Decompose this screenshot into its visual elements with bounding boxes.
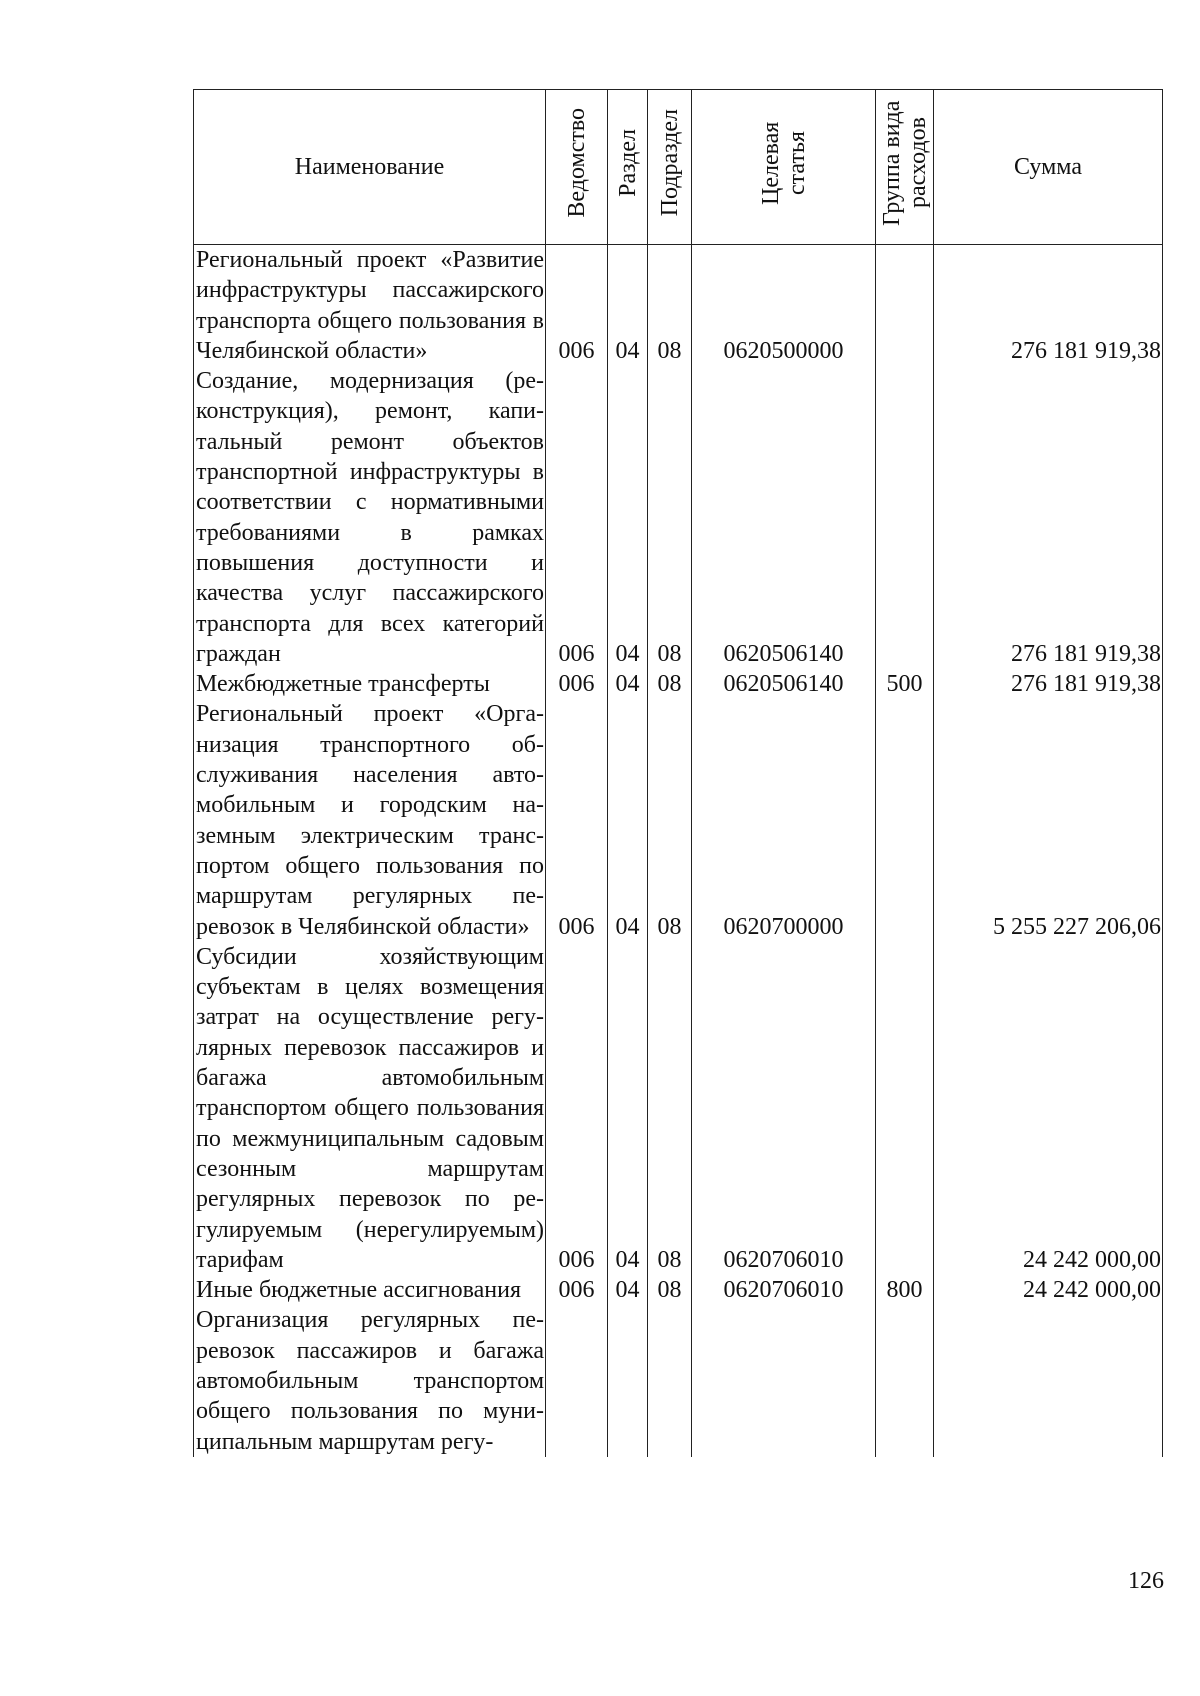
row-target [692,1305,876,1456]
header-name: Наименование [194,90,546,245]
table-row [194,669,1163,699]
row-sum: 24 242 000,00 [934,942,1163,1275]
row-target: 0620506140 [692,366,876,669]
header-subsection: Подраздел [648,90,692,245]
row-group [876,245,934,367]
row-section: 04 [608,942,648,1275]
row-sum: 24 242 000,00 [934,1275,1163,1305]
row-dept: 006 [546,366,608,669]
row-sum: 276 181 919,38 [934,245,1163,367]
table-row [194,1305,1163,1456]
table-row [194,942,1163,1275]
row-group [876,366,934,669]
row-sum: 276 181 919,38 [934,366,1163,669]
header-group: Группа вида расходов [876,90,934,245]
row-section: 04 [608,1275,648,1305]
header-target: Целевая статья [692,90,876,245]
row-section: 04 [608,245,648,367]
budget-table [193,89,1163,1457]
row-sum [934,1305,1163,1456]
row-target: 0620706010 [692,1275,876,1305]
row-dept: 006 [546,1275,608,1305]
row-subsection [648,1305,692,1456]
row-dept: 006 [546,699,608,941]
row-sum: 5 255 227 206,06 [934,699,1163,941]
row-name: Организация регулярных перевозок пассажиров и багажа автомобильным транспортом общего пользования по муниципальным маршрутам регу- [194,1305,546,1456]
row-dept: 006 [546,942,608,1275]
row-target: 0620506140 [692,669,876,699]
table-row [194,699,1163,941]
header-row [194,90,1163,245]
row-section: 04 [608,669,648,699]
row-group: 500 [876,669,934,699]
row-name: Субсидии хозяйствующим субъектам в целях возмещения затрат на осуществление регулярных перевозок пассажиров и багажа автомобильным транспортом общего пользования по межмуниципальным садовым сезонным маршрутам регулярных перевозок по регулируемым (нерегулируемым) тарифам [194,942,546,1275]
row-name: Региональный проект «Развитие инфраструктуры пассажирского транспорта общего пользования в Челябинской области» [194,245,546,367]
row-group [876,699,934,941]
row-target: 0620700000 [692,699,876,941]
row-sum: 276 181 919,38 [934,669,1163,699]
row-subsection: 08 [648,245,692,367]
row-dept: 006 [546,669,608,699]
row-target: 0620500000 [692,245,876,367]
row-subsection: 08 [648,942,692,1275]
row-subsection: 08 [648,366,692,669]
row-subsection: 08 [648,699,692,941]
row-target: 0620706010 [692,942,876,1275]
header-sum: Сумма [934,90,1163,245]
row-group [876,942,934,1275]
row-group [876,1305,934,1456]
row-name: Иные бюджетные ассигнования [194,1275,546,1305]
row-name: Межбюджетные трансферты [194,669,546,699]
row-section: 04 [608,366,648,669]
row-group: 800 [876,1275,934,1305]
row-name: Региональный проект «Организация транспортного обслуживания населения автомобильным и городским наземным электрическим транспортом общего пользования по маршрутам регулярных перевозок в Челябинской области» [194,699,546,941]
row-dept: 006 [546,245,608,367]
row-section: 04 [608,699,648,941]
table-row [194,245,1163,367]
row-subsection: 08 [648,669,692,699]
page-number: 126 [1128,1568,1164,1594]
row-section [608,1305,648,1456]
row-dept [546,1305,608,1456]
header-dept: Ведомство [546,90,608,245]
table-row [194,366,1163,669]
table-row [194,1275,1163,1305]
row-subsection: 08 [648,1275,692,1305]
row-name: Создание, модернизация (реконструкция), ремонт, капитальный ремонт объектов транспортной инфраструктуры в соответствии с нормативными требованиями в рамках повышения доступности и качества услуг пассажирского транспорта для всех категорий граждан [194,366,546,669]
header-section: Раздел [608,90,648,245]
